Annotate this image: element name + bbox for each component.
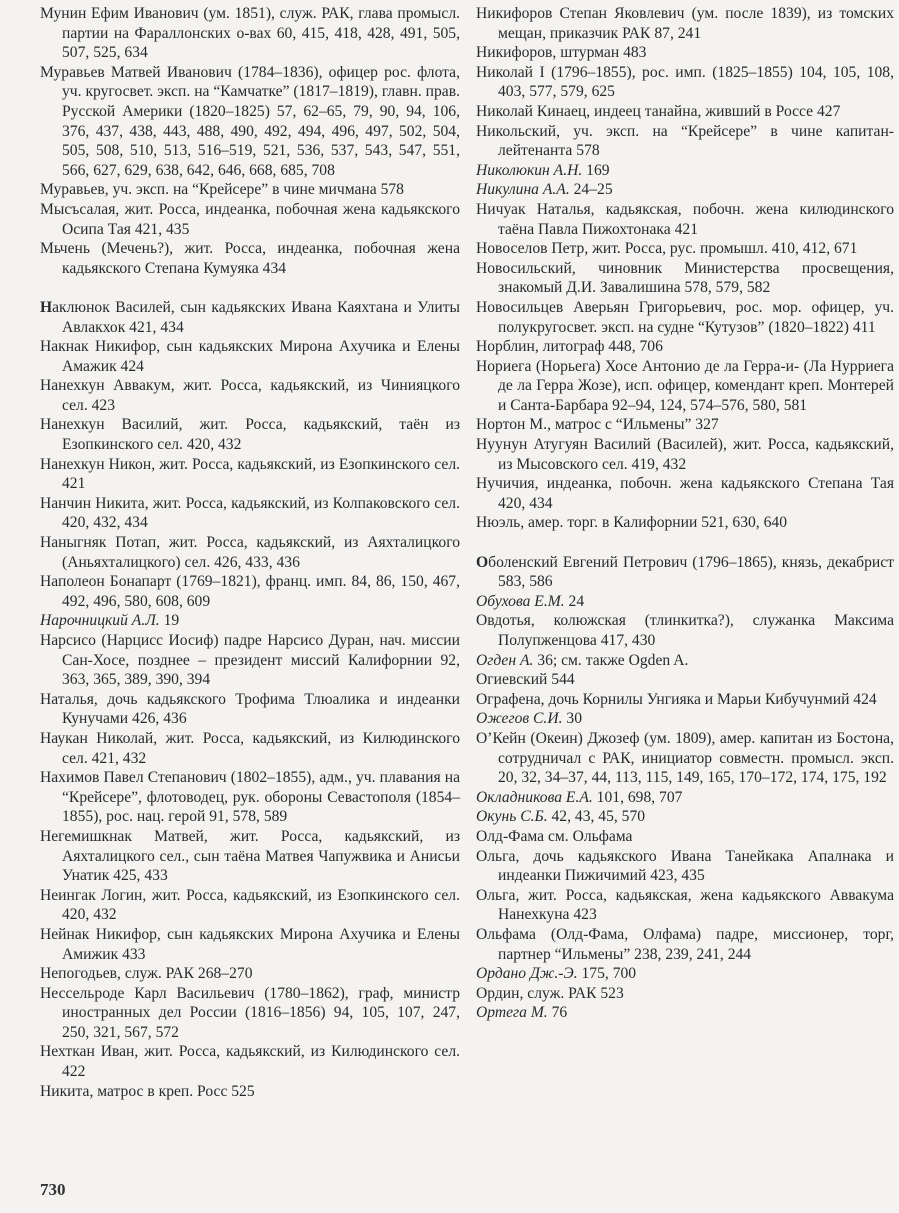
index-entry bbox=[40, 63, 460, 181]
entry-name: Наукан Николай bbox=[40, 729, 154, 747]
entry-details: (ум. 1809), амер. капитан из Бостона, сотрудничал с РАК, инициатор совместн. промысл. эксп. 20, 32, 34–37, 44, 113, 115, 149, 165, 170–172, 174, 175, 192 bbox=[498, 729, 895, 787]
index-entry bbox=[40, 415, 460, 454]
entry-name: Накнак Никифор bbox=[40, 338, 157, 356]
index-entry bbox=[40, 964, 460, 984]
section-initial: О bbox=[476, 553, 489, 571]
entry-details: (1780–1862), граф, министр иностранных дел России (1816–1856) 94, 105, 107, 247, 250, 321, 567, 572 bbox=[62, 984, 460, 1041]
index-column-right bbox=[476, 4, 894, 1023]
entry-details: (1796–1855), рос. имп. (1825–1855) 104, 105, 108, 403, 577, 579, 625 bbox=[498, 63, 894, 101]
entry-name: Неингак Логин bbox=[40, 886, 143, 904]
entry-details: , индеанка, побочн. жена кадьякского Степана Тая 420, 434 bbox=[498, 475, 894, 512]
index-entry bbox=[476, 729, 894, 788]
entry-details: , уч. эксп. на “Крейсере” в чине мичмана 578 bbox=[104, 181, 404, 199]
entry-name: Нарсисо bbox=[40, 632, 96, 649]
entry-name: Нюэль bbox=[476, 514, 521, 532]
index-entry bbox=[40, 455, 460, 494]
index-entry bbox=[476, 807, 894, 827]
entry-details: 36; см. также Ogden A. bbox=[533, 651, 689, 669]
index-entry bbox=[476, 180, 894, 200]
entry-details: , жит. Росса, кадьякский, из Езопкинского сел. 421 bbox=[62, 455, 460, 493]
entry-details: 544 bbox=[547, 671, 575, 689]
entry-details: , матрос в креп. Росс 525 bbox=[89, 1082, 255, 1100]
entry-details: , жит. Росса, кадьякский, из Езопкинского сел. 420, 432 bbox=[62, 886, 460, 924]
entry-details: 175, 700 bbox=[577, 965, 637, 983]
entry-details: (1784–1836), офицер рос. флота, уч. кругосвет. эксп. на “Камчатке” (1817–1819), главн. прав. Русской Америки (1820–1825) 57, 62–65, 79, 90, 94, 106, 376, 437, 438, 443, 488, 490, 492, 494, 496, 497, 502, 504, 505, 508, 510, 513, 516–519, 521, 536, 537, 543, 547, 551, 566, 627, 629, 638, 642, 646, 668, 685, 708 bbox=[62, 63, 460, 179]
entry-details: , жит. Росса, кадьякский, из Чинияцкого сел. 423 bbox=[62, 377, 461, 414]
index-entry bbox=[476, 337, 894, 357]
entry-name: Непогодьев bbox=[40, 965, 118, 983]
index-entry bbox=[476, 259, 894, 298]
entry-name: Огиевский bbox=[476, 671, 548, 689]
entry-details: , матрос с “Ильмены” 327 bbox=[547, 416, 719, 434]
entry-name: Нахимов Павел Степанович bbox=[40, 769, 227, 787]
entry-name: Никулина А.А. bbox=[476, 181, 570, 199]
entry-name: Ожегов С.И. bbox=[476, 710, 563, 728]
entry-details: (Олд-Фама, Олфама) падре, миссионер, торг, партнер “Ильмены” 238, 239, 241, 244 bbox=[498, 925, 894, 963]
entry-name: Ордано Дж.-Э. bbox=[476, 965, 578, 983]
entry-details: , жит. Росса, кадьякская, жена кадьякского Аввакума Нанехкуна 423 bbox=[498, 886, 894, 924]
entry-name: Наклюнок Василей bbox=[40, 298, 171, 316]
entry-details: , жит. Росса, кадьякский, из Аяхталицкого (Аньяхталицкого) сел. 426, 433, 436 bbox=[62, 534, 460, 571]
entry-details: 19 bbox=[159, 612, 180, 630]
index-entry bbox=[476, 239, 894, 259]
entry-name: Ордин bbox=[476, 984, 520, 1002]
entry-name: Ничуак Наталья bbox=[476, 200, 591, 218]
entry-details: , сын кадьякских Ивана Каяхтана и Улиты Авлакхок 421, 434 bbox=[62, 298, 460, 336]
entry-name: Олд-Фама bbox=[476, 827, 545, 845]
entry-details: , индеец танайна, живший в Россе 427 bbox=[586, 102, 841, 120]
entry-details: , рос. мор. офицер, уч. полукругосвет. эксп. на судне “Кутузов” (1820–1822) 411 bbox=[498, 298, 895, 336]
entry-name: Нехткан Иван bbox=[40, 1043, 135, 1061]
entry-name: Нанехкун Василий bbox=[40, 416, 179, 434]
entry-name: Новоселов Петр bbox=[476, 240, 585, 258]
entry-details: , литограф 448, 706 bbox=[534, 338, 663, 356]
entry-name: Наталья bbox=[40, 690, 94, 708]
entry-details: , чиновник Министерства просвещения, знакомый Д.И. Завалишина 578, 579, 582 bbox=[498, 259, 894, 297]
index-entry bbox=[476, 553, 894, 592]
index-entry bbox=[40, 533, 460, 572]
entry-name: Ографена bbox=[476, 690, 541, 708]
entry-name: Николай Кинаец bbox=[476, 102, 587, 120]
index-entry bbox=[476, 592, 894, 612]
entry-name: Новосильский bbox=[476, 259, 572, 277]
index-entry bbox=[476, 651, 894, 671]
index-column-left bbox=[40, 4, 460, 1101]
entry-name: Обухова Е.М. bbox=[476, 592, 565, 610]
entry-details: (1802–1855), адм., уч. плавания на “Крейсере”, флотоводец, рук. обороны Севастополя (1854–1855), рос. нац. герой 91, 578, 589 bbox=[62, 769, 460, 826]
index-entry bbox=[40, 1042, 460, 1081]
index-entry bbox=[476, 709, 894, 729]
index-entry bbox=[476, 200, 894, 239]
entry-details: , жит. Росса, рус. промышл. 410, 412, 671 bbox=[584, 240, 858, 258]
entry-details: , кадьякская, побочн. жена килюдинского таёна Павла Пижохтонака 421 bbox=[498, 200, 894, 238]
entry-name: Окладникова Е.А. bbox=[476, 788, 593, 806]
entry-name: Ольга bbox=[476, 886, 516, 904]
entry-details: (1796–1865), князь, декабрист 583, 586 bbox=[498, 553, 894, 591]
entry-details: , жит. Росса, кадьякский, таён из Езопкинского сел. 420, 432 bbox=[62, 416, 460, 454]
entry-name: Мьчень bbox=[40, 240, 91, 258]
index-entry bbox=[40, 984, 460, 1043]
entry-name: Наполеон Бонапарт bbox=[40, 573, 172, 591]
entry-name: Нортон М. bbox=[476, 416, 548, 434]
entry-name: Ольга bbox=[476, 847, 516, 865]
entry-details: см. Ольфама bbox=[544, 827, 633, 845]
index-entry bbox=[476, 43, 894, 63]
entry-details: (Мечень?), жит. Росса, индеанка, побочная жена кадьякского Степана Кумуяка 434 bbox=[62, 240, 460, 277]
entry-name: О’Кейн (Океин) Джозеф bbox=[476, 729, 640, 747]
index-entry bbox=[476, 788, 894, 808]
entry-name: Овдотья bbox=[476, 612, 531, 630]
index-entry bbox=[40, 768, 460, 827]
entry-details: , штурман 483 bbox=[552, 44, 647, 62]
index-entry bbox=[476, 827, 894, 847]
entry-details: , жит. Росса, кадьякский, из Аяхталицкого сел., сын таёна Матвея Чапужвика и Анисьи Унатик 425, 433 bbox=[62, 827, 460, 885]
entry-name: Никифоров bbox=[476, 44, 553, 62]
index-entry bbox=[40, 4, 460, 63]
entry-name: Нейнак Никифор bbox=[40, 925, 157, 943]
entry-name: Ольфама bbox=[476, 925, 536, 943]
entry-name: Новосильцев Аверьян Григорьевич bbox=[476, 298, 723, 316]
entry-name: Нанехкун Никон bbox=[40, 455, 152, 473]
index-entry bbox=[476, 122, 894, 161]
index-entry bbox=[476, 690, 894, 710]
entry-details: 24–25 bbox=[569, 181, 613, 199]
page-number: 730 bbox=[40, 1180, 66, 1199]
index-entry bbox=[40, 494, 460, 533]
section-initial: Н bbox=[40, 298, 53, 316]
index-entry bbox=[40, 298, 460, 337]
entry-name: Мысъсалая bbox=[40, 200, 116, 218]
index-entry bbox=[476, 435, 894, 474]
entry-details: 101, 698, 707 bbox=[592, 788, 683, 806]
entry-details: , сын кадьякских Мирона Ахучика и Елены Амажик 424 bbox=[62, 338, 460, 375]
entry-details: 169 bbox=[582, 161, 610, 179]
entry-details: (ум. 1851), служ. РАК, глава промысл. партии на Фараллонских о-вах 60, 415, 418, 428, 491, 505, 507, 525, 634 bbox=[62, 5, 460, 62]
index-entry bbox=[476, 964, 894, 984]
entry-details: , служ. РАК 268–270 bbox=[117, 965, 253, 983]
index-entry bbox=[40, 572, 460, 611]
index-entry bbox=[40, 239, 460, 278]
entry-name: Норблин bbox=[476, 338, 535, 356]
index-entry bbox=[40, 200, 460, 239]
index-entry bbox=[476, 513, 894, 533]
index-entry bbox=[40, 631, 460, 690]
index-entry bbox=[476, 984, 894, 1004]
index-entry bbox=[40, 1082, 460, 1102]
section-gap bbox=[476, 533, 894, 553]
index-entry bbox=[476, 886, 894, 925]
index-entry bbox=[40, 729, 460, 768]
entry-details: 30 bbox=[562, 710, 582, 728]
index-entry bbox=[40, 886, 460, 925]
entry-name: Нучичия bbox=[476, 475, 535, 493]
index-entry bbox=[40, 827, 460, 886]
entry-details: , жит. Росса, кадьякский, из Килюдинского сел. 421, 432 bbox=[62, 729, 460, 767]
index-entry bbox=[40, 925, 460, 964]
entry-details: , жит. Росса, кадьякский, из Килюдинского сел. 422 bbox=[62, 1043, 461, 1081]
entry-details: , дочь кадьякского Трофима Тлюалика и индеанки Кунучами 426, 436 bbox=[62, 690, 460, 728]
entry-name: Оболенский Евгений Петрович bbox=[476, 553, 688, 571]
entry-details: , дочь Корнилы Унгияка и Марьи Кибучунмий 424 bbox=[540, 690, 877, 708]
index-entry bbox=[476, 298, 894, 337]
index-entry bbox=[476, 161, 894, 181]
index-entry bbox=[476, 670, 894, 690]
entry-name: Негемишкнак Матвей bbox=[40, 827, 204, 845]
entry-name: Мунин Ефим Иванович bbox=[40, 5, 199, 22]
entry-name: Нарочницкий А.Л. bbox=[40, 612, 160, 630]
entry-name: Нуунун Атугуян Василий bbox=[476, 436, 651, 454]
index-entry bbox=[476, 1003, 894, 1023]
index-entry bbox=[40, 337, 460, 376]
index-entry bbox=[476, 415, 894, 435]
entry-name: Муравьев bbox=[40, 181, 105, 199]
entry-details: , дочь кадьякского Ивана Танейкака Апалнака и индеанки Пижичимий 423, 435 bbox=[498, 847, 894, 885]
section-gap bbox=[40, 278, 460, 298]
index-entry bbox=[40, 376, 460, 415]
entry-details: 42, 43, 45, 570 bbox=[547, 808, 646, 826]
entry-details: , амер. торг. в Калифорнии 521, 630, 640 bbox=[520, 514, 787, 532]
entry-name: Окунь С.Б. bbox=[476, 808, 548, 826]
entry-details: (Норьега) Хосе Антонио де ла Герра-и- (Ла Нурриега де ла Герра Жозе), исп. офицер, комендант креп. Монтерей и Санта-Барбара 92–94, 124, 574–576, 580, 581 bbox=[498, 357, 894, 414]
entry-name: Николюкин А.Н. bbox=[476, 161, 583, 179]
entry-details: 24 bbox=[564, 592, 585, 610]
entry-details: , колюжская (тлинкитка?), служанка Максима Полупженцова 417, 430 bbox=[498, 612, 894, 649]
entry-details: , уч. эксп. на “Крейсере” в чине капитан-лейтенанта 578 bbox=[498, 122, 894, 160]
index-entry bbox=[40, 180, 460, 200]
entry-details: , жит. Росса, индеанка, побочная жена кадьякского Осипа Тая 421, 435 bbox=[62, 200, 460, 238]
index-entry bbox=[476, 63, 894, 102]
entry-name: Нориега bbox=[476, 357, 532, 375]
index-entry bbox=[476, 847, 894, 886]
index-entry bbox=[476, 474, 894, 513]
entry-name: Никифоров Степан Яковлевич bbox=[476, 5, 685, 22]
entry-name: Нанчин Никита bbox=[40, 494, 145, 512]
entry-details: , жит. Росса, кадьякский, из Колпаковского сел. 420, 432, 434 bbox=[62, 494, 460, 532]
entry-details: (ум. после 1839), из томских мещан, приказчик РАК 87, 241 bbox=[498, 5, 894, 42]
entry-name: Нанехкун Аввакум bbox=[40, 377, 171, 395]
entry-name: Никита bbox=[40, 1082, 90, 1100]
index-entry bbox=[40, 690, 460, 729]
entry-details: (1769–1821), франц. имп. 84, 86, 150, 467, 492, 496, 580, 608, 609 bbox=[62, 573, 460, 610]
entry-name: Никольский bbox=[476, 122, 557, 140]
index-entry bbox=[476, 925, 894, 964]
index-entry bbox=[476, 4, 894, 43]
entry-details: 76 bbox=[547, 1004, 568, 1022]
index-entry bbox=[476, 611, 894, 650]
entry-details: (Нарцисс Иосиф) падре Нарсисо Дуран, нач. миссии Сан-Хосе, позднее – президент миссий Калифорнии 92, 363, 365, 389, 390, 394 bbox=[62, 632, 460, 689]
entry-name: Огден А. bbox=[476, 651, 534, 669]
entry-details: , служ. РАК 523 bbox=[519, 984, 624, 1002]
index-entry bbox=[40, 611, 460, 631]
index-entry bbox=[476, 102, 894, 122]
entry-name: Муравьев Матвей Иванович bbox=[40, 63, 232, 81]
entry-name: Наныгняк Потап bbox=[40, 534, 157, 552]
entry-details: (Василей), жит. Росса, кадьякский, из Мысовского сел. 419, 432 bbox=[498, 436, 894, 473]
entry-details: , сын кадьякских Мирона Ахучика и Елены Амижик 433 bbox=[62, 925, 460, 963]
entry-name: Николай I bbox=[476, 63, 545, 81]
index-entry bbox=[476, 357, 894, 416]
entry-name: Ортега М. bbox=[476, 1004, 548, 1022]
entry-name: Нессельроде Карл Васильевич bbox=[40, 984, 255, 1002]
